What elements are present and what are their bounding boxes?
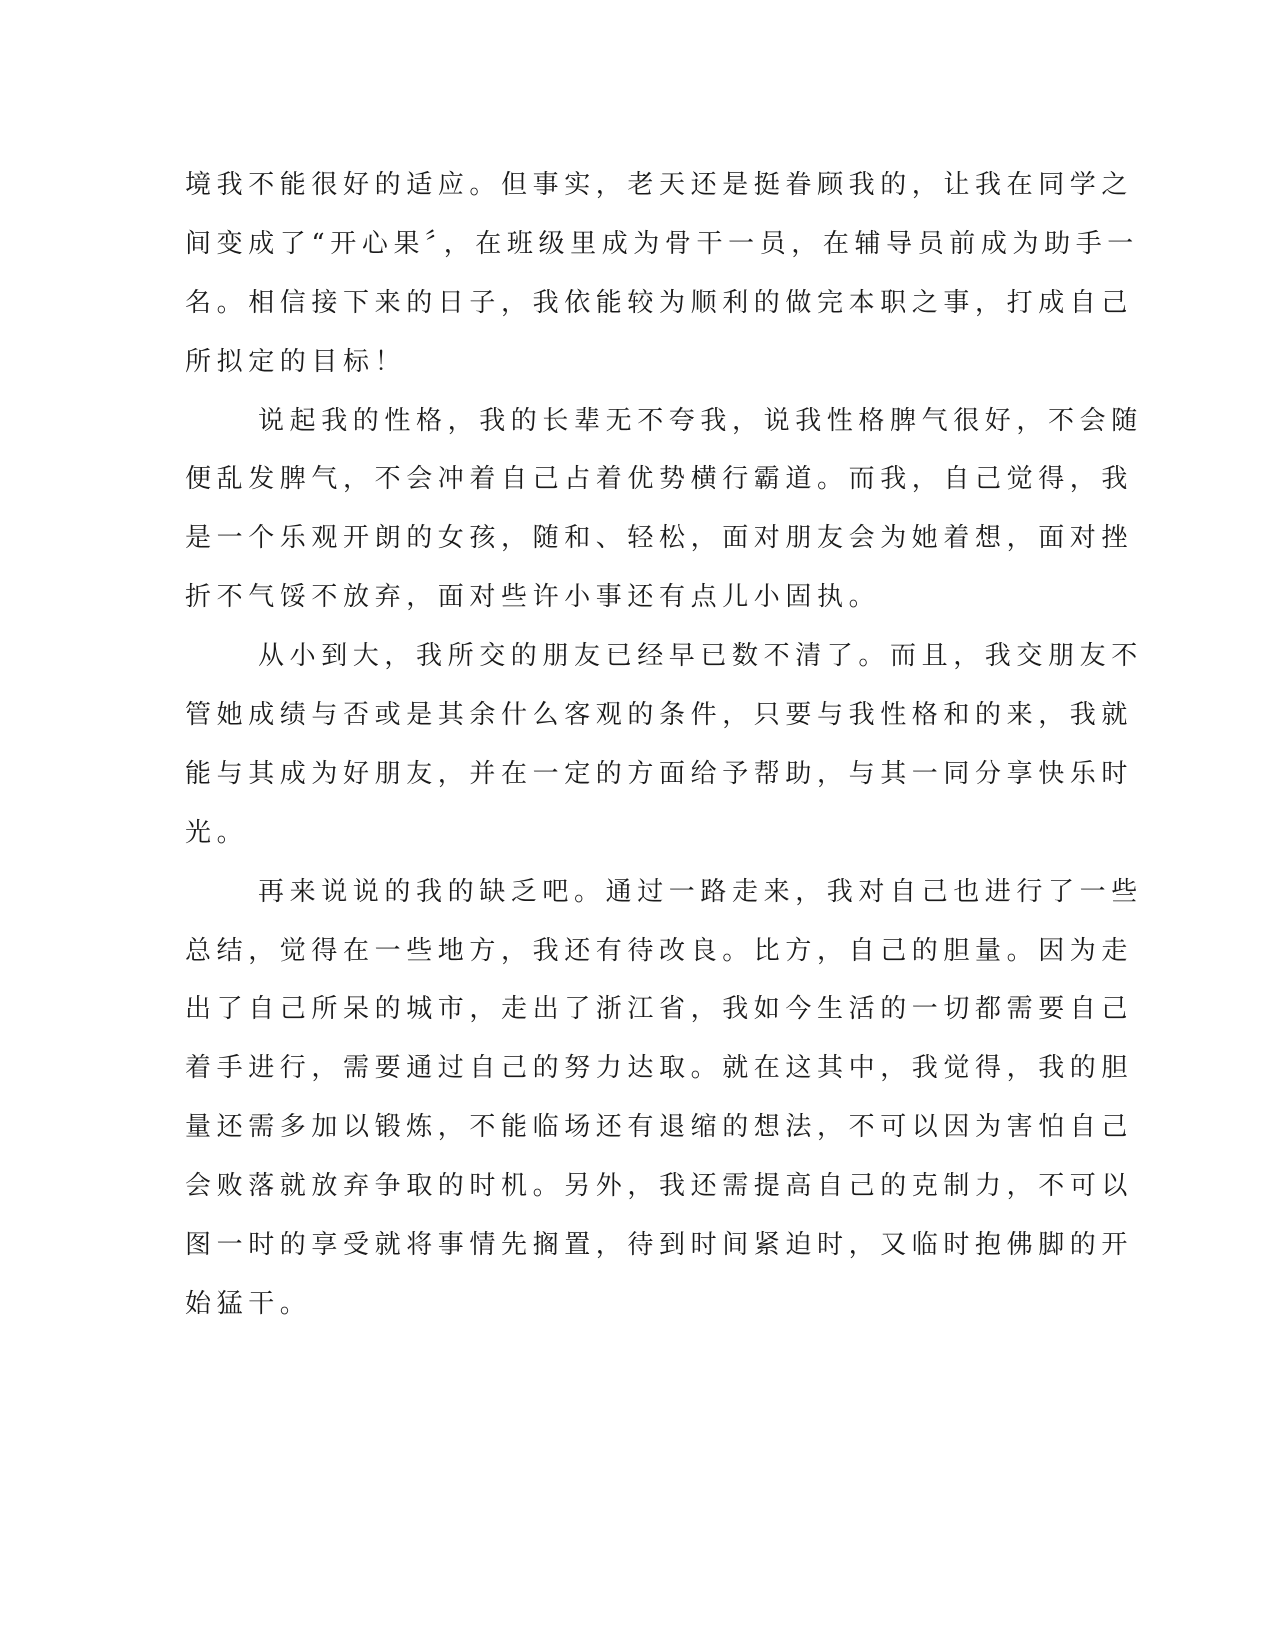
text-line: 总结，觉得在一些地方，我还有待改良。比方，自己的胆量。因为走 xyxy=(185,936,1134,966)
text-line: 所拟定的目标！ xyxy=(185,347,407,377)
text-line: 着手进行，需要通过自己的努力达取。就在这其中，我觉得，我的胆 xyxy=(185,1053,1134,1083)
text-line: 量还需多加以锻炼，不能临场还有退缩的想法，不可以因为害怕自己 xyxy=(185,1112,1134,1142)
paragraph-first-line: 再来说说的我的缺乏吧。通过一路走来，我对自己也进行了一些 xyxy=(258,877,1143,907)
text-line: 是一个乐观开朗的女孩，随和、轻松，面对朋友会为她着想，面对挫 xyxy=(185,523,1134,553)
text-line: 光。 xyxy=(185,818,249,848)
text-line: 出了自己所呆的城市，走出了浙江省，我如今生活的一切都需要自己 xyxy=(185,994,1134,1024)
text-line: 间变成了“开心果〞，在班级里成为骨干一员，在辅导员前成为助手一 xyxy=(185,229,1139,259)
text-line: 名。相信接下来的日子，我依能较为顺利的做完本职之事，打成自己 xyxy=(185,288,1134,318)
text-line: 境我不能很好的适应。但事实，老天还是挺眷顾我的，让我在同学之 xyxy=(185,170,1134,200)
paragraph-first-line: 从小到大，我所交的朋友已经早已数不清了。而且，我交朋友不 xyxy=(258,641,1143,671)
text-line: 会败落就放弃争取的时机。另外，我还需提高自己的克制力，不可以 xyxy=(185,1171,1134,1201)
text-line: 折不气馁不放弃，面对些许小事还有点儿小固执。 xyxy=(185,582,881,612)
paragraph-first-line: 说起我的性格，我的长辈无不夸我，说我性格脾气很好，不会随 xyxy=(258,406,1143,436)
text-line: 能与其成为好朋友，并在一定的方面给予帮助，与其一同分享快乐时 xyxy=(185,759,1134,789)
text-line: 便乱发脾气，不会冲着自己占着优势横行霸道。而我，自己觉得，我 xyxy=(185,464,1134,494)
text-line: 管她成绩与否或是其余什么客观的条件，只要与我性格和的来，我就 xyxy=(185,700,1134,730)
text-line: 图一时的享受就将事情先搁置，待到时间紧迫时，又临时抱佛脚的开 xyxy=(185,1230,1134,1260)
text-line: 始猛干。 xyxy=(185,1289,312,1319)
